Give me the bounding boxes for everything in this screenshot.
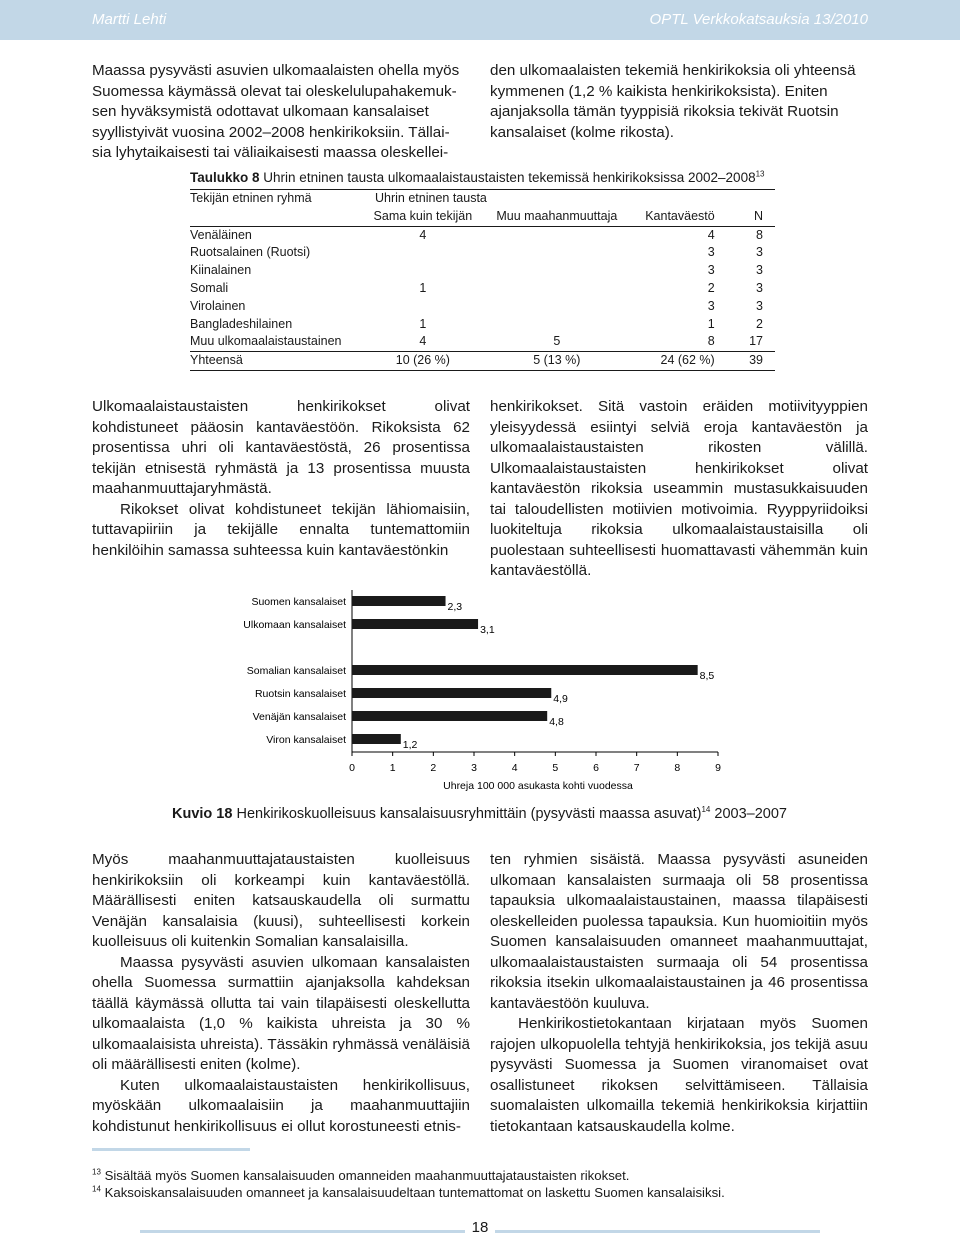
- top-right-paragraph: [490, 61, 870, 143]
- table-cell: 8: [756, 227, 763, 242]
- paragraph: henkirikokset. Sitä vastoin eräiden motiivityyppien yleisyydessä esiintyi selviä eroja kantaväestön ja ulkomaalaistaustaisten rikosten välillä. Ulkomaalaistaustaisten henkirikokset olivat kantaväestön rikoksia useammin mustasukkaisuuden tai taloudellisten motiivien motivoimia. Ryyppyriidoiksi luokiteltuja rikoksia ulkomaalaistaustaisilla oli puolestaan suhteellisesti huomattavasti vähemmän kuin kantaväestöllä.: [490, 398, 868, 579]
- footnote-text: Sisältää myös Suomen kansalaisuuden omanneiden maahanmuuttajataustaisten rikokset.: [104, 1168, 630, 1183]
- head-group: Tekijän etninen ryhmä: [190, 190, 353, 208]
- table-cell: 3: [707, 298, 715, 313]
- figure-title: Henkirikoskuolleisuus kansalaisuusryhmittäin (pysyvästi maassa asuvat): [236, 806, 702, 822]
- bar: [352, 665, 698, 675]
- bottom-right-column: [490, 850, 868, 1137]
- table-cell: 3: [756, 263, 763, 278]
- table-cell: Kiinalainen: [190, 263, 252, 278]
- column-header: N: [715, 208, 775, 226]
- table-cell: 5: [553, 334, 561, 349]
- table-row: [190, 226, 775, 244]
- table-cell: [493, 262, 621, 280]
- table-8: [190, 170, 780, 371]
- data-label: 8,5: [699, 670, 715, 682]
- table-cell: 3: [756, 245, 763, 260]
- data-label: 4,9: [553, 693, 568, 705]
- column-header: Muu maahanmuuttaja: [493, 208, 621, 226]
- tick-label: 8: [674, 762, 681, 774]
- table-cell: Bangladeshilainen: [190, 316, 293, 331]
- table-cell: Somali: [190, 280, 229, 295]
- table-cell: [493, 316, 621, 334]
- paragraph: Kuten ulkomaalaistaustaisten henkirikollisuus, myöskään ulkomaalaisiin ja maahanmuuttajiin kohdistunut henkirikollisuus ei ollut korostuneesti etnis-: [92, 1076, 470, 1135]
- category-label: Ruotsin kansalaiset: [254, 688, 346, 700]
- mid-left-column: [92, 397, 470, 561]
- table-cell: 4: [707, 227, 715, 242]
- tick-label: 9: [715, 762, 721, 774]
- category-label: Suomen kansalaiset: [251, 596, 346, 608]
- footnote-divider: [92, 1148, 250, 1151]
- top-left-paragraph: [92, 61, 474, 164]
- data-label: 3,1: [480, 624, 495, 636]
- text-line: den ulkomaalaisten tekemiä henkirikoksia oli yhteensä: [490, 62, 856, 79]
- tick-label: 4: [511, 762, 518, 774]
- figure-footnote-ref: 14: [701, 805, 711, 815]
- text-line: sen hyväksymistä odottavat ulkomaan kansalaiset: [92, 103, 429, 120]
- footnote-text: Kaksoiskansalaisuuden omanneet ja kansalaisuudeltaan tuntemattomat on laskettu Suomen kansalaisiksi.: [104, 1185, 725, 1200]
- table-row: [190, 280, 775, 298]
- footnote-number: 13: [92, 1167, 101, 1177]
- table-cell: 1: [419, 316, 427, 331]
- table-cell: 3: [756, 298, 763, 313]
- table-cell: 3: [756, 280, 763, 295]
- table-cell: 8: [707, 334, 715, 349]
- table-row: [190, 244, 775, 262]
- page-number: 18: [465, 1219, 495, 1236]
- table-caption: [190, 170, 780, 185]
- table-cell: Venäläinen: [190, 227, 252, 242]
- bar: [352, 711, 547, 721]
- bottom-left-column: [92, 850, 470, 1137]
- table-cell: [493, 298, 621, 316]
- tick-label: 6: [593, 762, 599, 774]
- paragraph: Henkirikostietokantaan kirjataan myös Suomen rajojen ulkopuolella tehtyjä henkirikoksia, jos tekijä asuu pysyvästi Suomessa ja Suomen viranomaiset ovat osallistuneet rikoksen selvittämiseen. Tällaisia suomalaisten ulkomailla tekemiä henkirikoksia kirjattiin tietokantaan katsauskaudella kolme.: [490, 1015, 868, 1135]
- tick-label: 5: [552, 762, 559, 774]
- page-header: [0, 0, 960, 40]
- x-axis-label: Uhreja 100 000 asukasta kohti vuodessa: [443, 780, 633, 792]
- category-label: Somalian kansalaiset: [246, 665, 346, 677]
- figure-years: 2003–2007: [714, 806, 787, 822]
- tick-label: 7: [633, 762, 640, 774]
- table-row: [190, 262, 775, 280]
- data-label: 4,8: [549, 716, 564, 728]
- bar-chart: [0, 585, 960, 800]
- text-line: Maassa pysyvästi asuvien ulkomaalaisten ohella myös: [92, 62, 460, 79]
- paragraph: Rikokset olivat kohdistuneet tekijän lähiomaisiin, tuttavapiiriin ja tekijälle ennalta tuntemattomiin henkilöihin samassa suhteessa kuin kantaväestönkin: [92, 500, 470, 559]
- table-cell: [353, 298, 493, 316]
- footnote-13: [92, 1168, 629, 1183]
- table-cell: 4: [419, 334, 427, 349]
- head-span: Uhrin etninen tausta: [353, 190, 775, 208]
- bar: [352, 688, 551, 698]
- table-cell: Ruotsalainen (Ruotsi): [190, 245, 311, 260]
- tick-label: 0: [349, 762, 355, 774]
- table-label: Taulukko 8: [190, 170, 260, 185]
- table-cell: [493, 226, 621, 244]
- column-header: Kantaväestö: [621, 208, 715, 226]
- header-series: OPTL Verkkokatsauksia 13/2010: [649, 11, 868, 28]
- text-line: kansalaiset (kolme rikosta).: [490, 123, 675, 141]
- data-table: [190, 189, 775, 371]
- table-cell: 4: [419, 227, 427, 242]
- text-line: syyllistyivät vuosina 2002–2008 henkirikoksiin. Tällai-: [92, 123, 450, 141]
- paragraph: Myös maahanmuuttajataustaisten kuolleisuus henkirikoksiin oli korkeampi kuin kantaväestöllä. Määrällisesti eniten katsauskaudella oli surmattu Venäjän kansalaisia (kuusi), suhteellisesti korkein kuolleisuus oli kuitenkin Somalian kansalaisilla.: [92, 851, 470, 950]
- paragraph: Ulkomaalaistaustaisten henkirikokset olivat kohdistuneet pääosin kantaväestöön. Rikoksista 62 prosentissa uhri oli kantaväestöstä, 26 prosentissa tekijän etnisestä ryhmästä ja 13 prosentissa muusta maahanmuuttajaryhmästä.: [92, 398, 470, 497]
- table-cell: 5 (13 %): [493, 352, 621, 371]
- table-cell: [353, 262, 493, 280]
- tick-label: 1: [389, 762, 396, 774]
- table-footnote-ref: 13: [755, 169, 765, 179]
- footnote-number: 14: [92, 1184, 101, 1194]
- table-row: [190, 298, 775, 316]
- table-cell: Virolainen: [190, 298, 246, 313]
- table-row: [190, 316, 775, 334]
- bar: [352, 619, 478, 629]
- footnote-14: [92, 1185, 725, 1200]
- table-cell: 17: [749, 334, 763, 349]
- table-cell: Muu ulkomaalaistaustainen: [190, 334, 342, 349]
- paragraph: ten ryhmien sisäistä. Maassa pysyvästi asuneiden ulkomaan kansalaisten surmaaja oli 58 prosentissa tapauksia ulkomaalaistaustainen, maassa tilapäisesti oleskelleiden puolessa tapauksia. Kun huomioitiin myös Suomen kansalaisuuden omanneet maahanmuuttajat, ulkomaalaistaustaisten surmaaja oli 54 prosentissa rikoksia itsekin ulkomaalaistaustainen ja 46 prosentissa kantaväestöön kuuluva.: [490, 851, 868, 1012]
- text-line: ajanjaksolla tämän tyyppisiä rikoksia tekivät Ruotsin: [490, 103, 839, 120]
- table-cell: 10 (26 %): [353, 352, 493, 371]
- page-footer: [0, 1219, 960, 1239]
- table-title: Uhrin etninen tausta ulkomaalaistaustaisten tekemissä henkirikoksissa 2002–2008: [263, 170, 756, 185]
- table-cell: 2: [756, 316, 763, 331]
- text-line: kymmenen (1,2 % kaikista henkirikoksista). Eniten: [490, 82, 828, 100]
- category-label: Viron kansalaiset: [266, 734, 346, 746]
- table-cell: Yhteensä: [190, 352, 353, 371]
- tick-label: 3: [471, 762, 477, 774]
- figure-label: Kuvio 18: [172, 806, 233, 822]
- table-cell: 1: [707, 316, 715, 331]
- category-label: Ulkomaan kansalaiset: [243, 619, 346, 631]
- table-cell: 24 (62 %): [621, 352, 715, 371]
- table-cell: 3: [707, 263, 715, 278]
- header-author: Martti Lehti: [92, 11, 167, 28]
- mid-right-column: [490, 397, 868, 582]
- table-cell: [493, 280, 621, 298]
- table-total-row: [190, 352, 775, 371]
- table-cell: [353, 244, 493, 262]
- text-line: Suomessa käymässä olevat tai oleskelulupahakemuk-: [92, 82, 457, 100]
- paragraph: Maassa pysyvästi asuvien ulkomaan kansalaisten ohella Suomessa surmattiin ajanjaksolla kahdeksan täällä käymässä ollutta tai vain tilapäisesti oleskellutta ulkomaalaista (1,0 % kaikista uhreista ja 30 % ulkomaalaisista uhreista). Tässäkin ryhmässä venäläisiä oli määrällisesti eniten (kolme).: [92, 953, 470, 1073]
- table-cell: 39: [715, 352, 775, 371]
- table-row: [190, 333, 775, 351]
- tick-label: 2: [430, 762, 437, 774]
- bar: [352, 596, 446, 606]
- bar: [352, 734, 401, 744]
- text-line: sia lyhytaikaisesti tai väliaikaisesti maassa oleskellei-: [92, 144, 449, 161]
- category-label: Venäjän kansalaiset: [252, 711, 346, 723]
- figure-caption: [172, 806, 787, 822]
- data-label: 2,3: [447, 601, 463, 613]
- column-header: Sama kuin tekijän: [353, 208, 493, 226]
- table-cell: 2: [707, 280, 715, 295]
- table-cell: 3: [707, 245, 715, 260]
- table-cell: [493, 244, 621, 262]
- table-cell: 1: [419, 280, 427, 295]
- data-label: 1,2: [402, 739, 418, 751]
